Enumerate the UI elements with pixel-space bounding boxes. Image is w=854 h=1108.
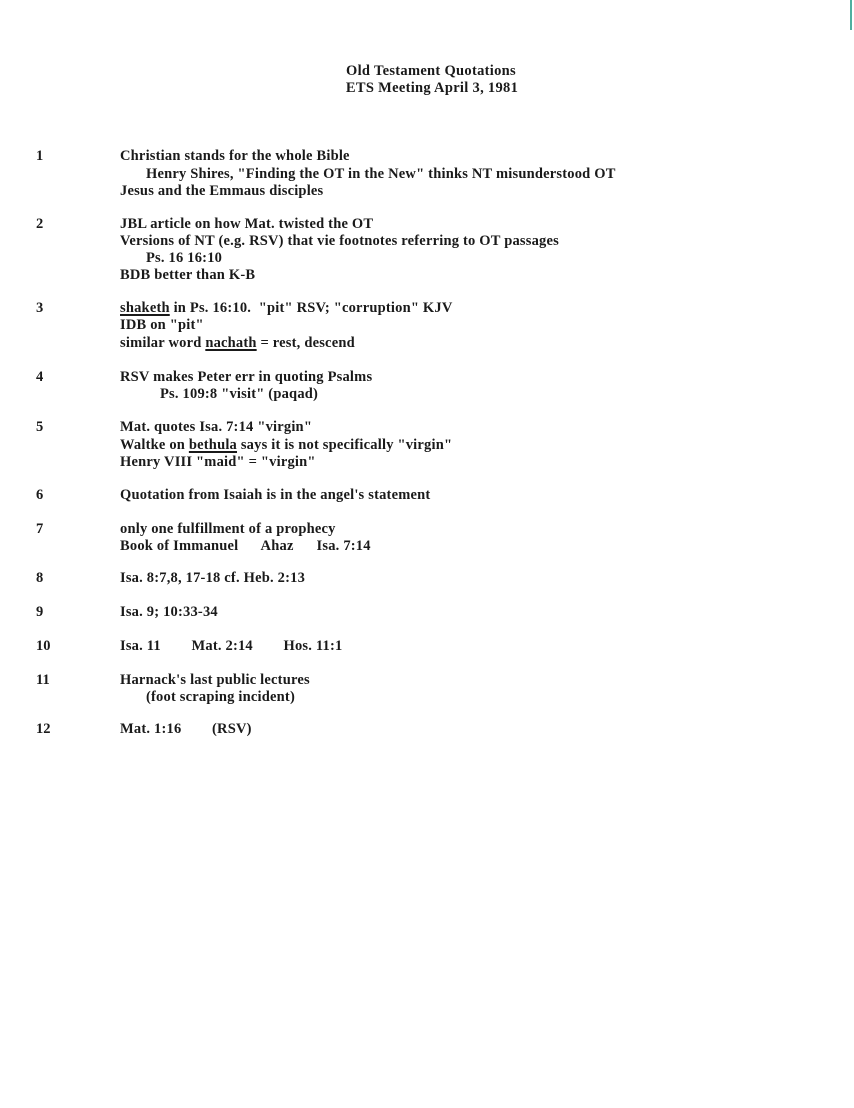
item-number: 9 [36, 604, 44, 620]
item-line: JBL article on how Mat. twisted the OT [120, 216, 374, 232]
item-line: Mat. quotes Isa. 7:14 "virgin" [120, 419, 313, 435]
item-line: RSV makes Peter err in quoting Psalms [120, 369, 373, 385]
item-line: Ps. 16 16:10 [146, 250, 223, 266]
item-line: Isa. 11 Mat. 2:14 Hos. 11:1 [120, 638, 343, 654]
item-line: Book of Immanuel Ahaz Isa. 7:14 [120, 538, 371, 554]
item-line: Mat. 1:16 (RSV) [120, 721, 252, 737]
item-number: 6 [36, 487, 44, 503]
document-subtitle: ETS Meeting April 3, 1981 [345, 80, 519, 96]
item-number: 2 [36, 216, 44, 232]
item-number: 10 [36, 638, 51, 654]
item-number: 3 [36, 300, 44, 316]
item-number: 11 [36, 672, 50, 688]
document-title: Old Testament Quotations [346, 63, 516, 79]
item-line: Harnack's last public lectures [120, 672, 310, 688]
item-number: 12 [36, 721, 51, 737]
item-line: shaketh in Ps. 16:10. "pit" RSV; "corruption" KJV [120, 300, 453, 316]
underlined-term: shaketh [120, 300, 170, 316]
item-line: Henry VIII "maid" = "virgin" [120, 454, 316, 470]
item-line: Christian stands for the whole Bible [120, 148, 350, 164]
item-line: Ps. 109:8 "visit" (paqad) [160, 386, 319, 402]
scan-edge-mark [850, 0, 852, 30]
underlined-term: bethula [188, 437, 238, 453]
item-line: (foot scraping incident) [146, 689, 295, 705]
item-number: 7 [36, 521, 44, 537]
item-number: 5 [36, 419, 44, 435]
item-line: Quotation from Isaiah is in the angel's statement [120, 487, 431, 503]
item-line: Jesus and the Emmaus disciples [120, 183, 324, 199]
item-line: IDB on "pit" [120, 317, 204, 333]
item-number: 4 [36, 369, 44, 385]
underlined-term: nachath [205, 335, 257, 351]
item-number: 8 [36, 570, 44, 586]
item-line: only one fulfillment of a prophecy [120, 521, 336, 537]
item-line: similar word nachath = rest, descend [120, 335, 355, 351]
item-line: Henry Shires, "Finding the OT in the New" thinks NT misunderstood OT [146, 166, 616, 182]
item-number: 1 [36, 148, 44, 164]
item-line: BDB better than K-B [120, 267, 256, 283]
item-line: Versions of NT (e.g. RSV) that vie footnotes referring to OT passages [120, 233, 559, 249]
item-line: Isa. 9; 10:33-34 [120, 604, 218, 620]
item-line: Isa. 8:7,8, 17-18 cf. Heb. 2:13 [120, 570, 306, 586]
item-line: Waltke on bethula says it is not specifically "virgin" [120, 437, 453, 453]
